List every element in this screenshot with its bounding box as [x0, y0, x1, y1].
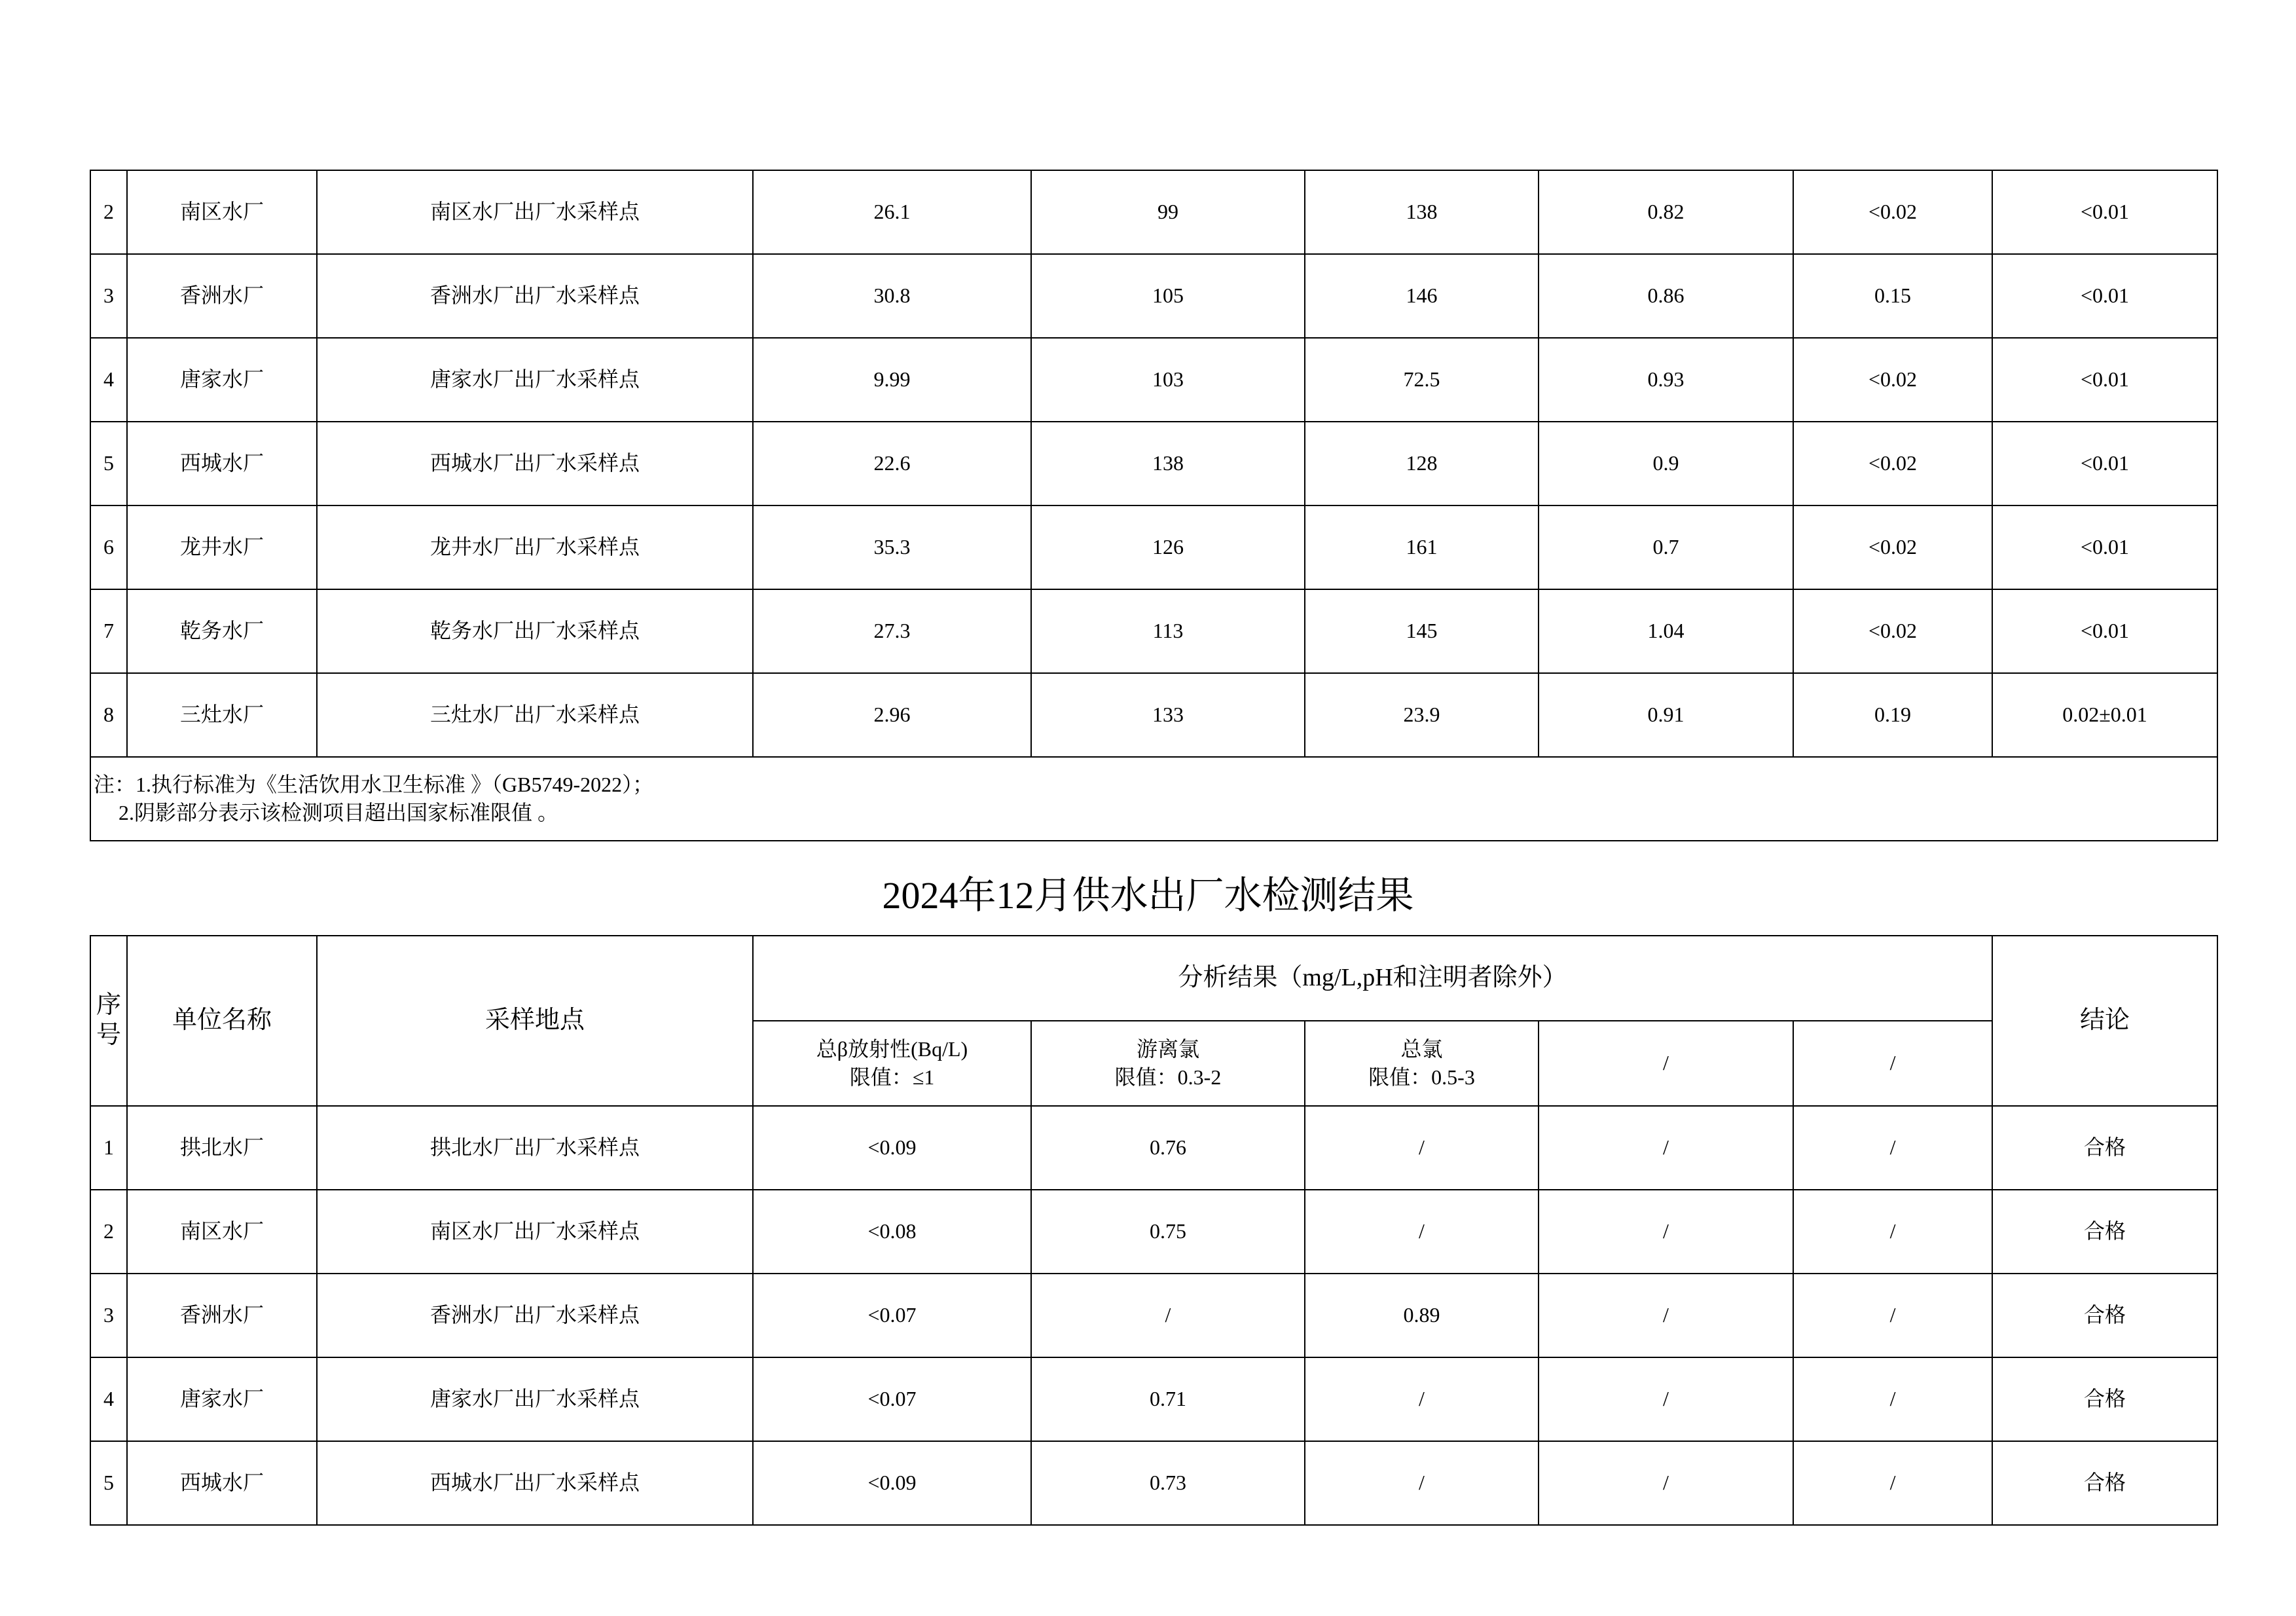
table-cell: 唐家水厂出厂水采样点	[317, 338, 753, 422]
table-cell: <0.01	[1992, 589, 2217, 673]
notes	[90, 757, 2217, 841]
results-table-continued	[90, 170, 2218, 841]
table-cell: <0.01	[1992, 505, 2217, 589]
table-cell: 103	[1031, 338, 1305, 422]
table-cell: /	[1793, 1274, 1992, 1357]
table-cell: 22.6	[753, 422, 1031, 505]
table-cell: <0.09	[753, 1106, 1031, 1190]
header-item	[1793, 1021, 1992, 1106]
table-cell: 0.93	[1539, 338, 1793, 422]
table-row	[90, 338, 2217, 422]
table-cell: 4	[90, 1357, 127, 1441]
table-cell: 5	[90, 1441, 127, 1525]
table-cell: /	[1539, 1357, 1793, 1441]
table-cell: <0.02	[1793, 505, 1992, 589]
table-cell: <0.01	[1992, 338, 2217, 422]
table-cell: 0.76	[1031, 1106, 1305, 1190]
table-cell: 6	[90, 505, 127, 589]
table-cell: <0.07	[753, 1274, 1031, 1357]
table-cell: /	[1793, 1106, 1992, 1190]
table-cell: 拱北水厂出厂水采样点	[317, 1106, 753, 1190]
table-cell: <0.09	[753, 1441, 1031, 1525]
table-cell: /	[1031, 1274, 1305, 1357]
table-cell: 0.02±0.01	[1992, 673, 2217, 757]
header-item	[753, 1021, 1031, 1106]
table-cell: 2.96	[753, 673, 1031, 757]
table-cell: 合格	[1992, 1190, 2217, 1274]
note-2: 2.阴影部分表示该检测项目超出国家标准限值 。	[118, 801, 559, 824]
table-cell: 南区水厂出厂水采样点	[317, 1190, 753, 1274]
table-cell: 26.1	[753, 170, 1031, 254]
table-cell: 4	[90, 338, 127, 422]
header-item	[1305, 1021, 1539, 1106]
table-cell: /	[1305, 1357, 1539, 1441]
table-cell: 西城水厂出厂水采样点	[317, 1441, 753, 1525]
table-cell: 0.19	[1793, 673, 1992, 757]
table-cell: 拱北水厂	[127, 1106, 317, 1190]
table-cell: <0.02	[1793, 338, 1992, 422]
table-cell: 5	[90, 422, 127, 505]
table-cell: 2	[90, 1190, 127, 1274]
table-cell: 0.15	[1793, 254, 1992, 338]
table-cell: 三灶水厂	[127, 673, 317, 757]
table-cell: /	[1793, 1441, 1992, 1525]
table-cell: 113	[1031, 589, 1305, 673]
table-cell: 35.3	[753, 505, 1031, 589]
table-cell: /	[1539, 1274, 1793, 1357]
table-cell: 南区水厂	[127, 170, 317, 254]
table-cell: 1	[90, 1106, 127, 1190]
table-cell: 0.91	[1539, 673, 1793, 757]
table-cell: 146	[1305, 254, 1539, 338]
table-cell: <0.01	[1992, 422, 2217, 505]
table-row	[90, 1274, 2217, 1357]
table-cell: 合格	[1992, 1357, 2217, 1441]
table-cell: /	[1305, 1190, 1539, 1274]
header-conclusion: 结论	[1992, 936, 2217, 1106]
table-cell: 唐家水厂	[127, 1357, 317, 1441]
table-cell: 161	[1305, 505, 1539, 589]
table-cell: 3	[90, 1274, 127, 1357]
table-cell: /	[1793, 1357, 1992, 1441]
table-cell: 南区水厂	[127, 1190, 317, 1274]
table-cell: 138	[1031, 422, 1305, 505]
table-cell: /	[1539, 1106, 1793, 1190]
table-cell: 128	[1305, 422, 1539, 505]
table-cell: /	[1539, 1190, 1793, 1274]
table-cell: 合格	[1992, 1274, 2217, 1357]
header-item-line: 限值：0.3-2	[1114, 1065, 1222, 1089]
table-cell: <0.08	[753, 1190, 1031, 1274]
header-site: 采样地点	[317, 936, 753, 1106]
header-item-line: /	[1889, 1051, 1896, 1075]
table-cell: 西城水厂	[127, 422, 317, 505]
table-cell: 0.89	[1305, 1274, 1539, 1357]
header-seq: 序号	[90, 936, 127, 1106]
table-cell: 0.71	[1031, 1357, 1305, 1441]
table-cell: 133	[1031, 673, 1305, 757]
table-cell: <0.01	[1992, 254, 2217, 338]
table-cell: 105	[1031, 254, 1305, 338]
header-item-line: /	[1663, 1051, 1669, 1075]
table-cell: 0.7	[1539, 505, 1793, 589]
table-cell: 30.8	[753, 254, 1031, 338]
table-cell: <0.02	[1793, 589, 1992, 673]
header-item-line: 总氯	[1400, 1037, 1443, 1061]
table-cell: 香洲水厂出厂水采样点	[317, 1274, 753, 1357]
table-cell: 0.75	[1031, 1190, 1305, 1274]
table-cell: 西城水厂出厂水采样点	[317, 422, 753, 505]
table-cell: 27.3	[753, 589, 1031, 673]
table-cell: 23.9	[1305, 673, 1539, 757]
table-row	[90, 1190, 2217, 1274]
note-1: 注：1.执行标准为《生活饮用水卫生标准 》（GB5749-2022）；	[94, 772, 654, 796]
table-cell: <0.07	[753, 1357, 1031, 1441]
table-cell: 0.82	[1539, 170, 1793, 254]
results-table	[90, 935, 2218, 1526]
table-row	[90, 589, 2217, 673]
table-cell: 0.9	[1539, 422, 1793, 505]
table-row	[90, 1441, 2217, 1525]
table-cell: 香洲水厂	[127, 254, 317, 338]
header-analysis: 分析结果（mg/L,pH和注明者除外）	[753, 936, 1992, 1021]
table-cell: 2	[90, 170, 127, 254]
table-cell: 龙井水厂出厂水采样点	[317, 505, 753, 589]
header-item-line: 限值：≤1	[849, 1065, 935, 1089]
table-cell: 唐家水厂出厂水采样点	[317, 1357, 753, 1441]
table-row	[90, 673, 2217, 757]
table-cell: 乾务水厂	[127, 589, 317, 673]
table-row	[90, 170, 2217, 254]
table-row	[90, 422, 2217, 505]
table-row	[90, 505, 2217, 589]
table-cell: 138	[1305, 170, 1539, 254]
table-cell: <0.02	[1793, 170, 1992, 254]
table-cell: /	[1793, 1190, 1992, 1274]
header-item	[1031, 1021, 1305, 1106]
header-item-line: 限值：0.5-3	[1368, 1065, 1475, 1089]
table-cell: 三灶水厂出厂水采样点	[317, 673, 753, 757]
table-cell: <0.01	[1992, 170, 2217, 254]
table-cell: 126	[1031, 505, 1305, 589]
table-cell: /	[1305, 1106, 1539, 1190]
table-cell: 南区水厂出厂水采样点	[317, 170, 753, 254]
header-unit: 单位名称	[127, 936, 317, 1106]
table-cell: 0.73	[1031, 1441, 1305, 1525]
table-cell: /	[1305, 1441, 1539, 1525]
table-cell: 3	[90, 254, 127, 338]
table-cell: 7	[90, 589, 127, 673]
table-cell: 145	[1305, 589, 1539, 673]
table-cell: 0.86	[1539, 254, 1793, 338]
table-row	[90, 1106, 2217, 1190]
table-cell: 1.04	[1539, 589, 1793, 673]
table-cell: 合格	[1992, 1106, 2217, 1190]
table-cell: /	[1539, 1441, 1793, 1525]
table-cell: 8	[90, 673, 127, 757]
table-row	[90, 254, 2217, 338]
table-cell: 香洲水厂	[127, 1274, 317, 1357]
table-cell: 西城水厂	[127, 1441, 317, 1525]
table-row	[90, 1357, 2217, 1441]
table-cell: 9.99	[753, 338, 1031, 422]
table-cell: 乾务水厂出厂水采样点	[317, 589, 753, 673]
page-title: 2024年12月供水出厂水检测结果	[882, 874, 1414, 917]
header-item-line: 总β放射性(Bq/L)	[816, 1037, 968, 1061]
header-item	[1539, 1021, 1793, 1106]
table-cell: 72.5	[1305, 338, 1539, 422]
table-cell: 唐家水厂	[127, 338, 317, 422]
table-cell: <0.02	[1793, 422, 1992, 505]
table-cell: 龙井水厂	[127, 505, 317, 589]
header-item-line: 游离氯	[1136, 1037, 1199, 1061]
table-cell: 香洲水厂出厂水采样点	[317, 254, 753, 338]
table-cell: 99	[1031, 170, 1305, 254]
table-cell: 合格	[1992, 1441, 2217, 1525]
